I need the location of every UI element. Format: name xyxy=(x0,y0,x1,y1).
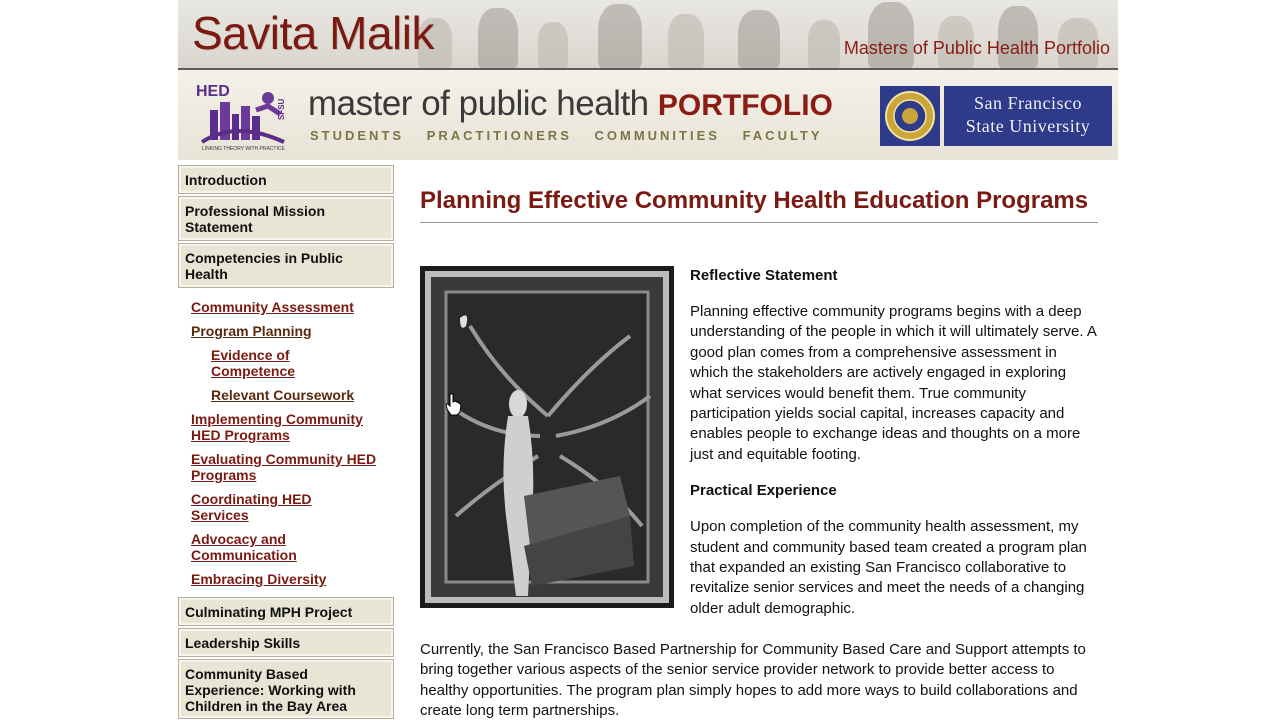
site-title: Savita Malik xyxy=(192,7,434,59)
nav-evaluating-programs[interactable]: Evaluating Community HED Programs xyxy=(191,451,377,483)
nav-leadership-skills[interactable]: Leadership Skills xyxy=(178,628,394,657)
title-divider xyxy=(420,222,1098,223)
banner-heading xyxy=(308,84,833,124)
hed-logo-side-text: SFSU xyxy=(277,98,286,120)
nav-evidence-of-competence[interactable]: Evidence of Competence xyxy=(211,347,296,379)
main-content xyxy=(420,185,1100,720)
nav-program-planning[interactable]: Program Planning xyxy=(191,323,312,339)
nav-community-based-experience[interactable]: Community Based Experience: Working with Children in the Bay Area xyxy=(178,659,394,719)
reflective-body: Planning effective community programs begins with a deep understanding of the people in which it will ultimately serve. A good plan comes from a comprehensive assessment in which the stakeholders are actively engaged in exploring what services would benefit them. True community participation yields social capital, increases capacity and enables people to exchange ideas and thoughts on a more just and equitable footing. xyxy=(690,303,1097,463)
nav-mission-statement[interactable]: Professional Mission Statement xyxy=(178,196,394,241)
practical-heading: Practical Experience xyxy=(690,482,837,500)
banner-tag: FACULTY xyxy=(742,128,823,143)
banner-tag: PRACTITIONERS xyxy=(426,128,572,143)
nav-relevant-coursework[interactable]: Relevant Coursework xyxy=(211,387,355,403)
artwork-image xyxy=(420,266,674,608)
hed-logo-caption: LINKING THEORY WITH PRACTICE xyxy=(202,146,285,152)
nav-advocacy-communication[interactable]: Advocacy and Communication xyxy=(191,531,297,563)
banner-heading-emphasis: PORTFOLIO xyxy=(657,89,833,122)
banner-tag: STUDENTS xyxy=(310,128,405,143)
nav-coordinating-services[interactable]: Coordinating HED Services xyxy=(191,491,312,523)
continued-body: Currently, the San Francisco Based Partnership for Community Based Care and Support attempts to bring together various aspects of the senior service provider network to provide better access to healthy opportunities. The program plan simply hopes to add more ways to build collaborations and create long term partnerships. xyxy=(420,641,1086,720)
banner-heading-text: master of public health xyxy=(308,84,649,123)
page-title: Planning Effective Community Health Education Programs xyxy=(420,187,1089,214)
university-name-line2: State University xyxy=(965,116,1091,136)
hed-logo xyxy=(196,80,292,152)
site-subtitle: Masters of Public Health Portfolio xyxy=(843,38,1110,58)
university-name-line1: San Francisco xyxy=(974,93,1082,113)
nav-culminating-project[interactable]: Culminating MPH Project xyxy=(178,597,394,626)
nav-introduction[interactable]: Introduction xyxy=(178,165,394,194)
nav-embracing-diversity[interactable]: Embracing Diversity xyxy=(191,571,327,587)
reflective-heading: Reflective Statement xyxy=(690,267,838,284)
reflective-column xyxy=(690,266,1098,619)
university-seal-icon xyxy=(880,86,940,146)
page xyxy=(160,0,1120,720)
header-photo-strip xyxy=(178,0,1118,68)
banner-tag: COMMUNITIES xyxy=(594,128,720,143)
nav-competencies[interactable]: Competencies in Public Health xyxy=(178,243,394,288)
sidebar-nav xyxy=(178,165,394,720)
portfolio-banner xyxy=(178,70,1118,160)
nav-community-assessment[interactable]: Community Assessment xyxy=(191,299,354,315)
hed-logo-text: HED xyxy=(196,83,230,100)
practical-body: Upon completion of the community health assessment, my student and community based team created a program plan that expanded an existing San Francisco collaborative to revitalize senior services and meet the needs of a changing older adult demographic. xyxy=(690,518,1087,617)
banner-tags xyxy=(310,128,839,143)
nav-implementing-programs[interactable]: Implementing Community HED Programs xyxy=(191,411,363,443)
hand-cursor-icon xyxy=(445,392,463,416)
university-name xyxy=(944,86,1112,146)
